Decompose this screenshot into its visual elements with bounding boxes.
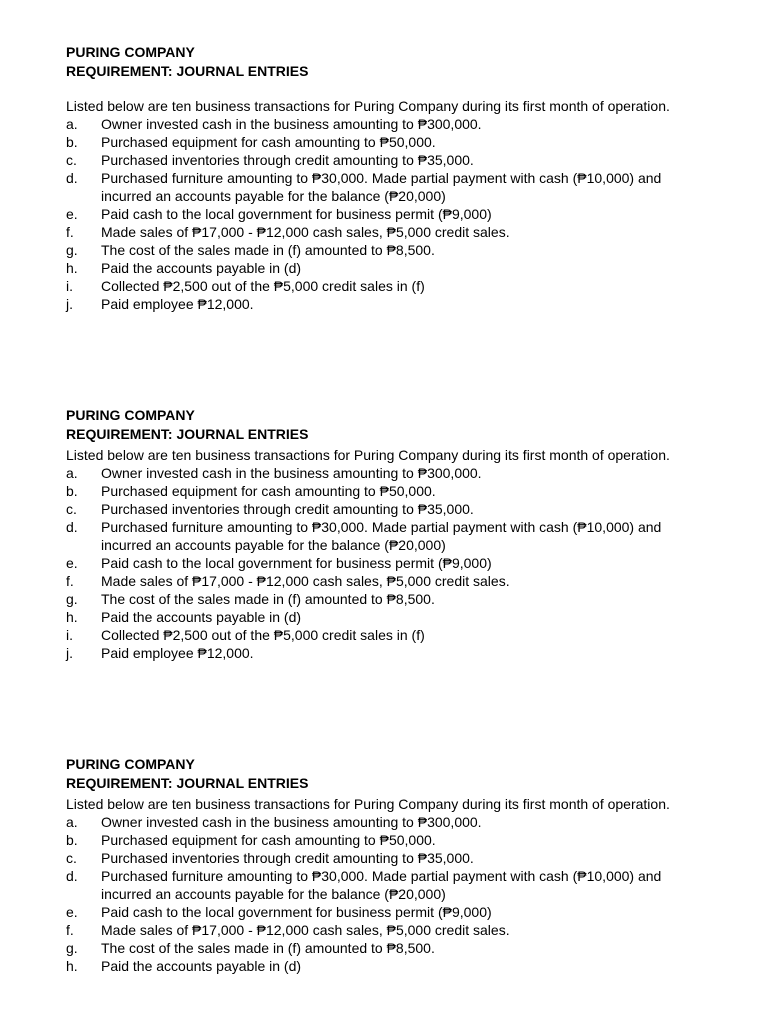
list-item bbox=[66, 849, 706, 867]
list-item bbox=[66, 626, 706, 644]
item-letter: a. bbox=[66, 465, 78, 481]
list-item bbox=[66, 518, 706, 554]
list-item bbox=[66, 133, 706, 151]
item-text: Made sales of ₱17,000 - ₱12,000 cash sales, ₱5,000 credit sales. bbox=[101, 922, 510, 938]
company-name: PURING COMPANY bbox=[66, 44, 195, 60]
item-letter: d. bbox=[66, 170, 78, 186]
list-item bbox=[66, 590, 706, 608]
item-text: Made sales of ₱17,000 - ₱12,000 cash sales, ₱5,000 credit sales. bbox=[101, 573, 510, 589]
item-text: Paid employee ₱12,000. bbox=[101, 296, 254, 312]
item-letter: e. bbox=[66, 904, 78, 920]
list-item bbox=[66, 169, 706, 205]
item-text: The cost of the sales made in (f) amounted to ₱8,500. bbox=[101, 242, 435, 258]
list-item bbox=[66, 608, 706, 626]
list-item bbox=[66, 482, 706, 500]
item-letter: d. bbox=[66, 868, 78, 884]
item-text: Purchased equipment for cash amounting to ₱50,000. bbox=[101, 134, 436, 150]
item-letter: c. bbox=[66, 152, 77, 168]
item-text: Purchased inventories through credit amounting to ₱35,000. bbox=[101, 501, 474, 517]
item-text: Purchased inventories through credit amounting to ₱35,000. bbox=[101, 152, 474, 168]
item-letter: h. bbox=[66, 260, 78, 276]
item-text: Purchased equipment for cash amounting to ₱50,000. bbox=[101, 483, 436, 499]
item-text: Collected ₱2,500 out of the ₱5,000 credit sales in (f) bbox=[101, 278, 425, 294]
list-item bbox=[66, 151, 706, 169]
item-text: Purchased equipment for cash amounting to ₱50,000. bbox=[101, 832, 436, 848]
list-item bbox=[66, 903, 706, 921]
item-letter: f. bbox=[66, 922, 74, 938]
item-text: Paid the accounts payable in (d) bbox=[101, 609, 302, 625]
list-item bbox=[66, 115, 706, 133]
list-item bbox=[66, 572, 706, 590]
transactions-block-3 bbox=[66, 755, 706, 975]
list-item bbox=[66, 554, 706, 572]
requirement-heading: REQUIREMENT: JOURNAL ENTRIES bbox=[66, 426, 309, 442]
list-item bbox=[66, 500, 706, 518]
requirement-heading: REQUIREMENT: JOURNAL ENTRIES bbox=[66, 775, 309, 791]
list-item bbox=[66, 241, 706, 259]
list-item bbox=[66, 831, 706, 849]
item-letter: c. bbox=[66, 501, 77, 517]
item-letter: h. bbox=[66, 958, 78, 974]
intro-paragraph: Listed below are ten business transactions for Puring Company during its first month of operation. bbox=[66, 98, 670, 114]
item-text: Paid the accounts payable in (d) bbox=[101, 958, 302, 974]
company-name: PURING COMPANY bbox=[66, 407, 195, 423]
list-item bbox=[66, 813, 706, 831]
item-letter: a. bbox=[66, 814, 78, 830]
item-text: Owner invested cash in the business amounting to ₱300,000. bbox=[101, 116, 482, 132]
item-letter: i. bbox=[66, 627, 73, 643]
item-letter: b. bbox=[66, 832, 78, 848]
list-item bbox=[66, 223, 706, 241]
list-item bbox=[66, 205, 706, 223]
transaction-list bbox=[66, 813, 706, 975]
item-text: The cost of the sales made in (f) amounted to ₱8,500. bbox=[101, 940, 435, 956]
list-item bbox=[66, 259, 706, 277]
item-letter: g. bbox=[66, 940, 78, 956]
item-letter: h. bbox=[66, 609, 78, 625]
item-text: Paid employee ₱12,000. bbox=[101, 645, 254, 661]
transaction-list bbox=[66, 115, 706, 313]
list-item bbox=[66, 939, 706, 957]
intro-paragraph: Listed below are ten business transactions for Puring Company during its first month of operation. bbox=[66, 447, 670, 463]
item-text: Paid cash to the local government for business permit (₱9,000) bbox=[101, 555, 492, 571]
item-text: Purchased furniture amounting to ₱30,000. Made partial payment with cash (₱10,000) and incurred an accounts payable for the balance (₱20,000) bbox=[101, 868, 662, 902]
item-letter: e. bbox=[66, 555, 78, 571]
item-letter: g. bbox=[66, 242, 78, 258]
item-letter: c. bbox=[66, 850, 77, 866]
item-text: Collected ₱2,500 out of the ₱5,000 credit sales in (f) bbox=[101, 627, 425, 643]
item-letter: f. bbox=[66, 573, 74, 589]
item-letter: a. bbox=[66, 116, 78, 132]
item-letter: b. bbox=[66, 134, 78, 150]
item-letter: j. bbox=[66, 296, 73, 312]
item-letter: j. bbox=[66, 645, 73, 661]
list-item bbox=[66, 277, 706, 295]
company-name: PURING COMPANY bbox=[66, 756, 195, 772]
item-letter: b. bbox=[66, 483, 78, 499]
list-item bbox=[66, 464, 706, 482]
requirement-heading: REQUIREMENT: JOURNAL ENTRIES bbox=[66, 63, 309, 79]
intro-paragraph: Listed below are ten business transactions for Puring Company during its first month of operation. bbox=[66, 796, 670, 812]
list-item bbox=[66, 644, 706, 662]
item-text: Purchased furniture amounting to ₱30,000. Made partial payment with cash (₱10,000) and incurred an accounts payable for the balance (₱20,000) bbox=[101, 519, 662, 553]
transactions-block-2 bbox=[66, 406, 706, 662]
item-text: Paid cash to the local government for business permit (₱9,000) bbox=[101, 904, 492, 920]
list-item bbox=[66, 957, 706, 975]
item-text: Paid the accounts payable in (d) bbox=[101, 260, 302, 276]
item-text: The cost of the sales made in (f) amounted to ₱8,500. bbox=[101, 591, 435, 607]
list-item bbox=[66, 921, 706, 939]
item-letter: g. bbox=[66, 591, 78, 607]
item-letter: f. bbox=[66, 224, 74, 240]
list-item bbox=[66, 867, 706, 903]
item-letter: d. bbox=[66, 519, 78, 535]
list-item bbox=[66, 295, 706, 313]
transaction-list bbox=[66, 464, 706, 662]
item-text: Owner invested cash in the business amounting to ₱300,000. bbox=[101, 814, 482, 830]
item-text: Paid cash to the local government for business permit (₱9,000) bbox=[101, 206, 492, 222]
item-letter: e. bbox=[66, 206, 78, 222]
transactions-block-1 bbox=[66, 43, 706, 313]
item-text: Made sales of ₱17,000 - ₱12,000 cash sales, ₱5,000 credit sales. bbox=[101, 224, 510, 240]
item-letter: i. bbox=[66, 278, 73, 294]
item-text: Purchased inventories through credit amounting to ₱35,000. bbox=[101, 850, 474, 866]
item-text: Owner invested cash in the business amounting to ₱300,000. bbox=[101, 465, 482, 481]
item-text: Purchased furniture amounting to ₱30,000. Made partial payment with cash (₱10,000) and incurred an accounts payable for the balance (₱20,000) bbox=[101, 170, 662, 204]
